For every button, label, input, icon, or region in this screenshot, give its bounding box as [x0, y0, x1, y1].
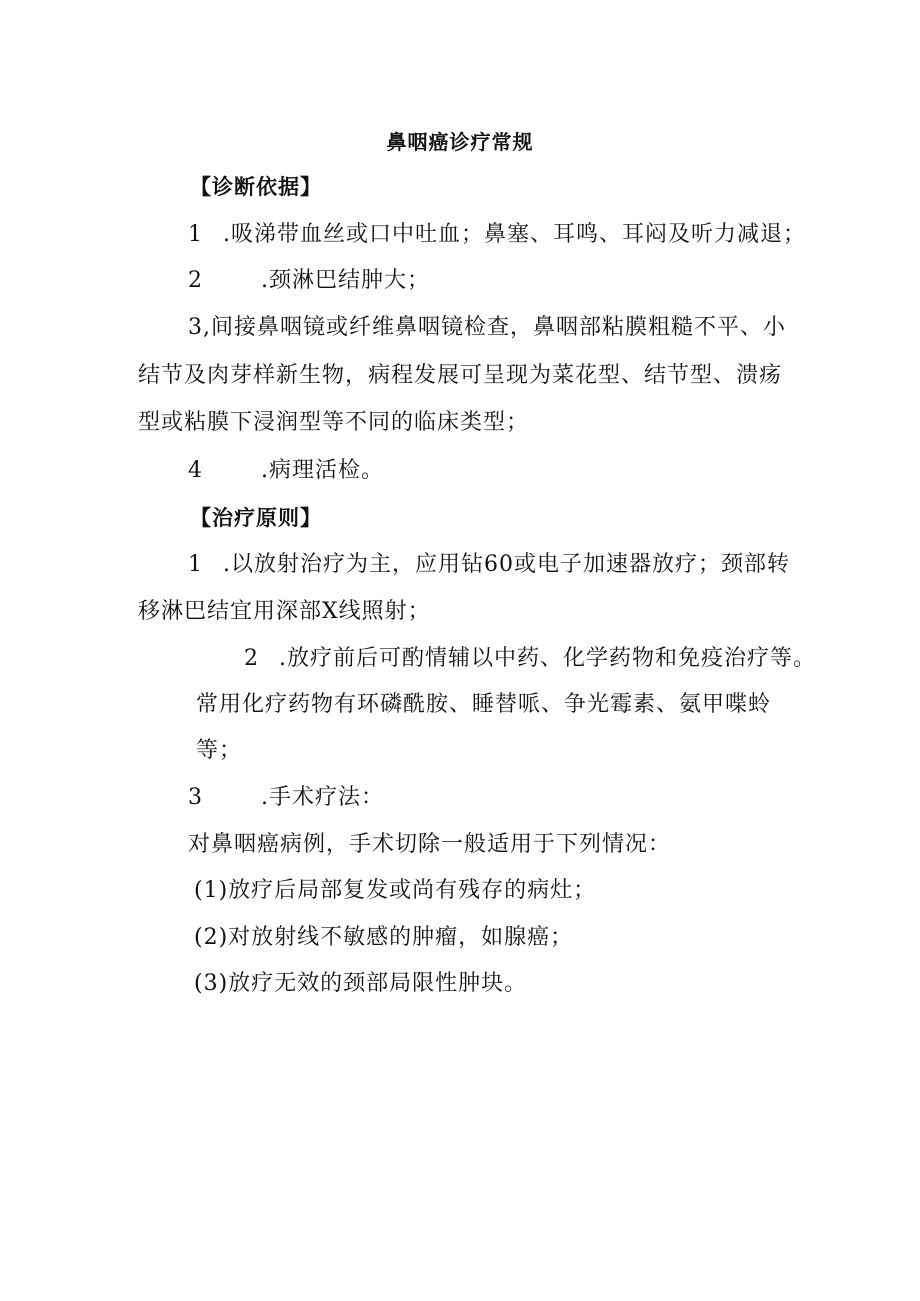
page-title: 鼻咽癌诊疗常规 — [386, 130, 534, 154]
section-heading-diagnosis: 【诊断依据】 — [190, 175, 322, 199]
diagnosis-item-3-line-2: 结节及肉芽样新生物，病程发展可呈现为菜花型、结节型、溃疡 — [138, 363, 783, 388]
treatment-item-3-line-2: 对鼻咽癌病例，手术切除一般适用于下列情况： — [188, 832, 672, 857]
diagnosis-item-1 — [188, 220, 806, 250]
item-number: 1 — [188, 222, 203, 247]
diagnosis-item-3 — [188, 313, 786, 343]
treatment-item-2-line-3: 等； — [196, 738, 243, 763]
sub-item-1: (1)放疗后局部复发或尚有残存的病灶； — [194, 878, 597, 903]
item-number: 4 — [188, 458, 203, 483]
diagnosis-item-4 — [188, 456, 384, 486]
item-text: .颈淋巴结肿大； — [261, 268, 430, 293]
item-number: 3, — [188, 315, 211, 340]
item-text: .吸涕带血丝或口中吐血；鼻塞、耳鸣、耳闷及听力减退； — [223, 222, 806, 247]
item-number: 2 — [244, 646, 259, 671]
treatment-item-1-line-2: 移淋巴结宜用深部X线照射； — [138, 599, 431, 624]
item-number: 3 — [188, 785, 203, 810]
diagnosis-item-2 — [188, 266, 430, 296]
item-text: .手术疗法： — [261, 785, 384, 810]
item-number: 2 — [188, 268, 203, 293]
treatment-item-1 — [188, 550, 790, 580]
treatment-item-2-line-2: 常用化疗药物有环磷酰胺、睡替哌、争光霉素、氨甲喋蛉 — [196, 692, 772, 717]
treatment-item-2 — [244, 644, 816, 674]
sub-item-3: (3)放疗无效的颈部局限性肿块。 — [194, 971, 528, 996]
sub-item-2: (2)对放射线不敏感的肿瘤，如腺癌； — [194, 925, 574, 950]
item-text: .以放射治疗为主，应用钻60或电子加速器放疗；颈部转 — [223, 552, 790, 577]
treatment-item-3 — [188, 783, 384, 813]
item-text: .放疗前后可酌情辅以中药、化学药物和免疫治疗等。 — [279, 646, 816, 671]
item-number: 1 — [188, 552, 203, 577]
item-text: .病理活检。 — [261, 458, 384, 483]
section-heading-treatment: 【治疗原则】 — [190, 506, 322, 530]
diagnosis-item-3-line-3: 型或粘膜下浸润型等不同的临床类型； — [138, 410, 530, 435]
item-text: 间接鼻咽镜或纤维鼻咽镜检查，鼻咽部粘膜粗糙不平、小 — [211, 315, 787, 340]
